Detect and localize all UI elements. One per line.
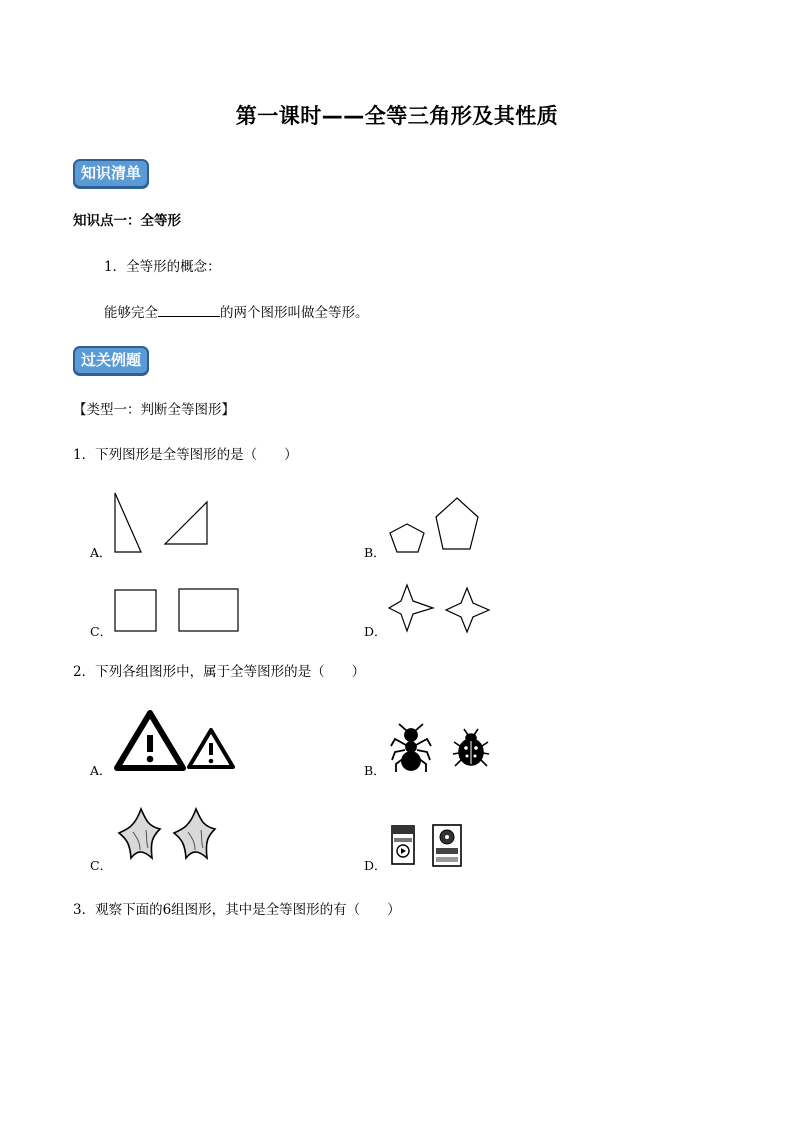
section-tag-knowledge: 知识清单 [73,159,149,188]
sentence-after: 的两个图形叫做全等形。 [220,305,369,321]
q2-option-d-label: D． [364,858,387,873]
type-heading: 【类型一：判断全等图形】 [73,402,235,418]
q2-option-a-label: A． [90,763,112,778]
q1-option-a-label: A． [90,545,112,560]
dvd-case-icon [433,825,461,866]
concept-item: 1．全等形的概念： [104,259,221,275]
q1-option-d-label: D． [364,624,387,639]
media-box-icon [392,826,414,864]
page-title: 第一课时——全等三角形及其性质 [235,104,559,128]
sentence-before: 能够完全 [104,305,158,321]
q1-option-b-label: B． [364,545,386,560]
q1-option-c-label: C． [90,624,113,639]
question-3-stem: 3．观察下面的6组图形，其中是全等图形的有（ ） [73,902,401,918]
knowledge-point-heading: 知识点一：全等形 [73,213,181,229]
q2-option-c-label: C． [90,858,113,873]
section-tag-examples: 过关例题 [73,346,149,375]
q2-option-b-label: B． [364,763,386,778]
question-1-stem: 1．下列图形是全等图形的是（ ） [73,447,298,463]
question-2-stem: 2．下列各组图形中，属于全等图形的是（ ） [73,664,366,680]
